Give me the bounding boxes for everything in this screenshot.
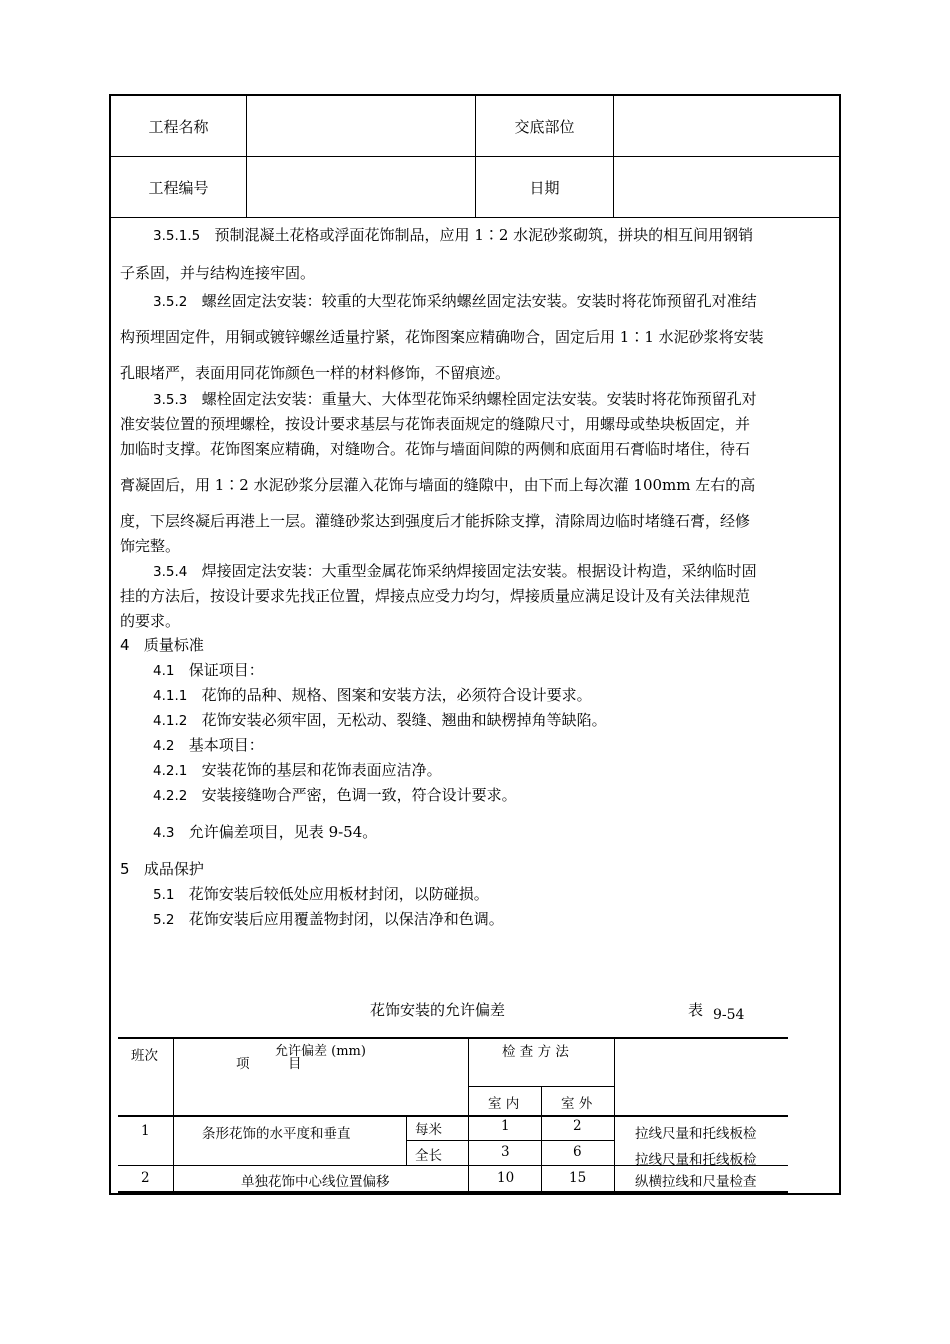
- table-rule-mid: [406, 1140, 614, 1141]
- col-item-header-2: 目: [288, 1056, 302, 1072]
- table-vline-1: [173, 1037, 174, 1193]
- document-frame: [109, 94, 841, 1195]
- section-5-heading: 5 成品保护: [120, 860, 204, 878]
- paragraph-line: 挂的方法后，按设计要求先找正位置，焊接点应受力均匀，焊接质量应满足设计及有关法律规范: [120, 587, 751, 605]
- section-4-heading: 4 质量标准: [120, 636, 204, 654]
- paragraph-line: 子系固，并与结构连接牢固。: [120, 264, 316, 282]
- project-no-value: [247, 157, 476, 218]
- table-label: 表: [688, 1001, 704, 1019]
- row1a-out: 2: [573, 1118, 582, 1134]
- location-value: [614, 96, 840, 157]
- item-5-2: 5.2 花饰安装后应用覆盖物封闭，以保洁净和色调。: [153, 910, 504, 928]
- row2-method: 纵横拉线和尺量检查: [635, 1174, 757, 1190]
- col-method-header: 检 查 方 法: [502, 1044, 569, 1060]
- date-value: [614, 157, 840, 218]
- col-in-header: 室 内: [488, 1096, 520, 1112]
- table-vline-4: [614, 1037, 615, 1193]
- item-4-1: 4.1 保证项目：: [153, 661, 264, 679]
- row2-out: 15: [569, 1170, 587, 1186]
- table-vline-2: [468, 1037, 469, 1193]
- header-table: [111, 96, 839, 218]
- paragraph-3-5-2: 3.5.2 螺丝固定法安装：较重的大型花饰采纳螺丝固定法安装。安装时将花饰预留孔对准结: [153, 292, 757, 310]
- table-rule-top: [118, 1037, 788, 1039]
- row1b-in: 3: [501, 1144, 510, 1160]
- row1b-method: 拉线尺量和托线板检: [635, 1152, 757, 1168]
- item-4-2: 4.2 基本项目：: [153, 736, 264, 754]
- table-number: 9-54: [713, 1007, 745, 1023]
- item-4-2-1: 4.2.1 安装花饰的基层和花饰表面应洁净。: [153, 761, 442, 779]
- paragraph-3-5-3: 3.5.3 螺栓固定法安装：重量大、大体型花饰采纳螺栓固定法安装。安装时将花饰预留孔对: [153, 390, 757, 408]
- item-4-1-1: 4.1.1 花饰的品种、规格、图案和安装方法，必须符合设计要求。: [153, 686, 592, 704]
- paragraph-line: 构预埋固定件，用铜或镀锌螺丝适量拧紧，花饰图案应精确吻合，固定后用 1∶1 水泥砂浆将安装: [120, 328, 764, 346]
- table-title: 花饰安装的允许偏差: [370, 1001, 506, 1019]
- row1b-out: 6: [573, 1144, 582, 1160]
- table-vline-5: [406, 1115, 407, 1165]
- paragraph-line: 膏凝固后，用 1∶2 水泥砂浆分层灌入花饰与墙面的缝隙中，由下而上每次灌 100mm 左右的高: [120, 476, 756, 494]
- table-vline-3: [541, 1086, 542, 1193]
- row1-item: 条形花饰的水平度和垂直: [202, 1126, 351, 1142]
- item-4-2-2: 4.2.2 安装接缝吻合严密，色调一致，符合设计要求。: [153, 786, 517, 804]
- row1b-sub: 全长: [415, 1148, 442, 1164]
- item-5-1: 5.1 花饰安装后较低处应用板材封闭，以防碰损。: [153, 885, 489, 903]
- col-item-header-1: 项: [236, 1056, 250, 1072]
- paragraph-line: 饰完整。: [120, 537, 181, 555]
- project-name-label: 工程名称: [111, 96, 247, 157]
- table-rule-header: [118, 1115, 788, 1117]
- col-no-header: 班次: [131, 1048, 158, 1064]
- table-rule-bottom: [118, 1191, 788, 1193]
- paragraph-line: 度，下层终凝后再港上一层。灌缝砂浆达到强度后才能拆除支撑，清除周边临时堵缝石膏，经修: [120, 512, 751, 530]
- paragraph-3-5-4: 3.5.4 焊接固定法安装：大重型金属花饰采纳焊接固定法安装。根据设计构造，采纳临时固: [153, 562, 757, 580]
- row1a-method: 拉线尺量和托线板检: [635, 1126, 757, 1142]
- item-4-3: 4.3 允许偏差项目，见表 9-54。: [153, 823, 378, 841]
- row2-in: 10: [497, 1170, 515, 1186]
- paragraph-line: 加临时支撑。花饰图案应精确，对缝吻合。花饰与墙面间隙的两侧和底面用石膏临时堵住，待石: [120, 440, 751, 458]
- row1a-in: 1: [501, 1118, 510, 1134]
- paragraph-line: 孔眼堵严，表面用同花饰颜色一样的材料修饰，不留痕迹。: [120, 364, 511, 382]
- paragraph-line: 的要求。: [120, 612, 181, 630]
- item-4-1-2: 4.1.2 花饰安装必须牢固，无松动、裂缝、翘曲和缺楞掉角等缺陷。: [153, 711, 607, 729]
- location-label: 交底部位: [476, 96, 614, 157]
- col-dev-header: 允许偏差 (mm): [275, 1044, 366, 1059]
- col-out-header: 室 外: [561, 1096, 593, 1112]
- project-name-value: [247, 96, 476, 157]
- row1a-sub: 每米: [415, 1122, 442, 1138]
- project-no-label: 工程编号: [111, 157, 247, 218]
- row2-item: 单独花饰中心线位置偏移: [241, 1174, 390, 1190]
- row1-no: 1: [141, 1123, 150, 1139]
- date-label: 日期: [476, 157, 614, 218]
- row2-no: 2: [141, 1170, 150, 1186]
- paragraph-3-5-1-5: 3.5.1.5 预制混凝土花格或浮面花饰制品，应用 1∶2 水泥砂浆砌筑，拼块的相互间用钢销: [153, 226, 754, 244]
- paragraph-line: 准安装位置的预埋螺栓，按设计要求基层与花饰表面规定的缝隙尺寸，用螺母或垫块板固定，并: [120, 415, 751, 433]
